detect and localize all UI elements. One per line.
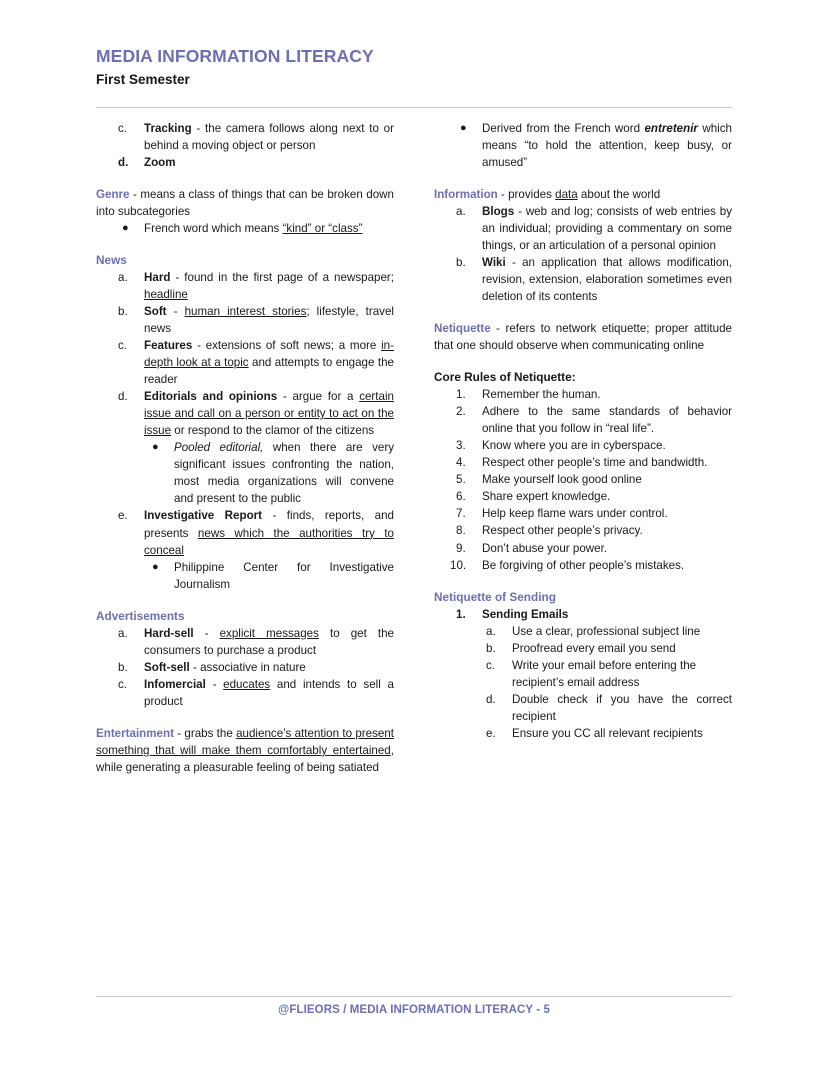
list-item (96, 439, 394, 507)
list-item (96, 154, 394, 171)
list-item (434, 522, 732, 539)
term-label: Editorials and opinions (144, 390, 278, 404)
list-marker: a. (118, 271, 128, 285)
post-text: or respond to the clamor of the citizens (171, 424, 375, 438)
post-text: ; lifestyle, travel news (144, 305, 394, 336)
entertainment-definition (96, 725, 394, 776)
page-subtitle: First Semester (96, 71, 190, 87)
separator: - (505, 255, 523, 269)
list-item-text (144, 154, 394, 171)
underlined-text: data (555, 187, 578, 201)
list-item (96, 337, 394, 388)
pre-text: provides (508, 187, 556, 201)
separator: - (497, 187, 509, 201)
list-item-text (144, 269, 394, 303)
list-marker: c. (118, 677, 128, 691)
list-item (434, 386, 732, 403)
netiquette-sending-list (434, 606, 732, 742)
list-item (96, 388, 394, 507)
definition-text: an application that allows modification, revision, extension, elaboration sometimes even deletion of its contents (482, 255, 732, 304)
list-marker: a. (486, 624, 496, 638)
camera-movement-list (96, 120, 394, 171)
list-marker: c. (486, 658, 496, 672)
list-marker: b. (456, 255, 466, 269)
term-label: Hard (144, 271, 171, 285)
list-item (434, 623, 732, 640)
list-item-text: Remember the human. (482, 388, 601, 402)
list-item (434, 725, 732, 742)
list-marker: b. (118, 305, 128, 319)
list-item (434, 505, 732, 522)
bullet-text: French word which means (144, 221, 283, 235)
list-item-text (144, 388, 394, 439)
foreign-term: entretenir (644, 121, 698, 135)
list-item (96, 120, 394, 154)
list-item (96, 676, 394, 710)
underlined-text: educates (223, 677, 271, 691)
list-marker: a. (118, 626, 128, 640)
list-marker: 4. (456, 456, 466, 470)
bullet-icon: ● (152, 560, 159, 573)
list-item-text: Proofread every email you send (512, 641, 676, 655)
information-definition (434, 186, 732, 203)
sub-bullet-list (96, 559, 394, 593)
list-marker: d. (486, 692, 496, 706)
post-text: about the world (577, 187, 661, 201)
list-item-text: Don’t abuse your power. (482, 541, 608, 555)
term-label: Infomercial (144, 677, 206, 691)
section-heading-core-rules: Core Rules of Netiquette: (434, 370, 576, 385)
separator: - (514, 204, 526, 218)
separator: - (191, 121, 206, 135)
definition-text: the camera follows along next to or behind a moving object or person (144, 121, 394, 152)
list-item (96, 659, 394, 676)
pre-text: grabs the (184, 726, 237, 740)
list-item-text: Use a clear, professional subject line (512, 624, 701, 638)
bullet-icon: ● (460, 121, 467, 134)
pre-text: Derived from the French word (482, 121, 645, 135)
list-item (434, 437, 732, 454)
separator: - (166, 305, 185, 319)
list-item-text (174, 439, 394, 507)
list-marker: a. (456, 204, 466, 218)
term-netiquette: Netiquette (434, 322, 491, 336)
genre-text: means a class of things that can be broken down into subcategories (96, 187, 394, 218)
pre-text: finds, reports, and presents (144, 509, 394, 540)
list-item-text: Make yourself look good online (482, 473, 642, 487)
italic-term: Pooled editorial, (174, 441, 264, 455)
list-marker: b. (486, 641, 496, 655)
list-item (96, 559, 394, 593)
list-marker: b. (118, 660, 128, 674)
term-label: Features (144, 339, 193, 353)
list-marker: e. (486, 726, 496, 740)
post-text: to get the consumers to purchase a product (144, 626, 394, 657)
advertisements-list (96, 625, 394, 710)
term-label: Blogs (482, 204, 515, 218)
list-item (434, 120, 732, 171)
list-marker: 1. (456, 388, 466, 402)
list-item-text: Be forgiving of other people’s mistakes. (482, 558, 685, 572)
underlined-text: audience’s attention to present something that will make them comfortably entertained (96, 726, 394, 757)
footer-divider (96, 996, 732, 997)
list-marker: 7. (456, 507, 466, 521)
list-item-text: Double check if you have the correct recipient (512, 692, 732, 723)
list-item-text: Respect other people’s privacy. (482, 524, 643, 538)
underlined-text: “kind” or “class” (282, 221, 363, 235)
separator: - (192, 339, 206, 353)
list-item-text: Share expert knowledge. (482, 490, 611, 504)
separator: - (193, 626, 220, 640)
separator: - (129, 187, 141, 201)
list-marker: c. (118, 339, 128, 353)
list-item-text: Know where you are in cyberspace. (482, 439, 666, 453)
term-label: Zoom (144, 155, 176, 169)
pre-text: associative in nature (200, 660, 306, 674)
list-marker: 3. (456, 439, 466, 453)
list-marker: e. (118, 509, 128, 523)
right-column (434, 120, 732, 776)
list-marker: d. (118, 155, 129, 169)
list-item (434, 657, 732, 691)
post-text: which means “to hold the attention, keep busy, or amused” (482, 121, 732, 169)
list-item-text (144, 120, 394, 154)
list-item-text (144, 337, 394, 388)
list-item (434, 488, 732, 505)
list-item (96, 303, 394, 337)
separator: - (189, 660, 201, 674)
separator: - (277, 390, 293, 404)
list-item-text (144, 659, 394, 676)
term-label: Soft (144, 305, 167, 319)
section-heading-news: News (96, 252, 127, 267)
list-item-text: Write your email before entering the recipient’s email address (512, 658, 697, 689)
term-label: Tracking (144, 121, 192, 135)
list-item (96, 269, 394, 303)
term-genre: Genre (96, 187, 130, 201)
left-column (96, 120, 394, 776)
underlined-text: in-depth look at a topic (144, 339, 394, 370)
list-item (96, 625, 394, 659)
post-text: and attempts to engage the reader (144, 356, 394, 387)
underlined-text: explicit messages (219, 626, 319, 640)
list-item (434, 606, 732, 742)
list-marker: 5. (456, 473, 466, 487)
list-item-text (482, 203, 732, 254)
term-label: Hard-sell (144, 626, 194, 640)
list-item (434, 640, 732, 657)
list-item-text (144, 507, 394, 558)
list-item-text: Adhere to the same standards of behavior online that you follow in “real life”. (482, 405, 732, 436)
list-item (434, 254, 732, 305)
term-information: Information (434, 187, 498, 201)
core-rules-list (434, 386, 732, 573)
section-heading-advertisements: Advertisements (96, 608, 185, 623)
bullet-icon: ● (152, 441, 159, 454)
list-item-text (144, 220, 394, 237)
news-list (96, 269, 394, 593)
netiquette-text: refers to network etiquette; proper attitude that one should observe when communicating online (434, 322, 732, 353)
underlined-text: headline (144, 288, 188, 302)
list-item-text: Ensure you CC all relevant recipients (512, 726, 703, 740)
list-item (434, 557, 732, 574)
list-marker: d. (118, 390, 128, 404)
list-marker: 6. (456, 490, 466, 504)
two-column-body (96, 120, 732, 776)
list-item (96, 507, 394, 592)
term-label: Wiki (482, 255, 506, 269)
list-item-text (144, 676, 394, 710)
header-divider (96, 107, 732, 108)
list-item-text (482, 120, 732, 171)
term-entertainment: Entertainment (96, 726, 174, 740)
sending-emails-list (434, 623, 732, 742)
list-item (434, 403, 732, 437)
entertainment-bullet-list (434, 120, 732, 171)
list-item-text (482, 254, 732, 305)
netiquette-definition (434, 320, 732, 354)
list-item (434, 471, 732, 488)
list-item-text (144, 303, 394, 337)
list-marker: 2. (456, 405, 466, 419)
list-marker: 9. (456, 541, 466, 555)
pre-text: found in the first page of a newspaper; (184, 271, 394, 285)
list-item-text: Respect other people’s time and bandwidth. (482, 456, 708, 470)
term-label: Soft-sell (144, 660, 190, 674)
separator: - (205, 677, 224, 691)
genre-bullet-list (96, 220, 394, 237)
page-title: MEDIA INFORMATION LITERACY (96, 46, 374, 66)
list-marker: 1. (456, 607, 466, 621)
page-sheet (96, 0, 732, 1071)
sub-bullet-list (96, 439, 394, 507)
definition-text: web and log; consists of web entries by an individual; providing a commentary on some things, or an articulation of a personal opinion (482, 204, 732, 252)
pre-text: extensions of soft news; a more (205, 339, 382, 353)
bullet-icon: ● (122, 221, 129, 234)
subsection-title: Sending Emails (482, 607, 569, 621)
bullet-text: when there are very significant issues confronting the nation, most media organizations will convene and present to the public (174, 441, 394, 506)
list-item-text: Philippine Center for Investigative Journalism (174, 560, 394, 591)
list-item (434, 203, 732, 254)
separator: - (490, 322, 506, 336)
underlined-text: news which the authorities try to conceal (144, 526, 394, 557)
footer-text: @FLIEORS / MEDIA INFORMATION LITERACY - 5 (278, 1004, 550, 1016)
separator: - (173, 726, 185, 740)
list-item (434, 540, 732, 557)
list-item-text (144, 625, 394, 659)
list-marker: 8. (456, 524, 466, 538)
list-marker: 10. (450, 558, 467, 572)
post-text: , while generating a pleasurable feeling of being satiated (96, 743, 394, 774)
list-marker: c. (118, 121, 128, 135)
pre-text: argue for a (292, 390, 360, 404)
term-label: Investigative Report (144, 509, 263, 523)
post-text: and intends to sell a product (144, 677, 394, 708)
list-item-text: Help keep flame wars under control. (482, 507, 668, 521)
separator: - (170, 271, 185, 285)
underlined-text: certain issue and call on a person or entity to act on the issue (144, 390, 394, 438)
underlined-text: human interest stories (184, 305, 307, 319)
list-item (434, 454, 732, 471)
separator: - (262, 509, 287, 523)
genre-definition (96, 186, 394, 220)
list-item (434, 691, 732, 725)
list-item (96, 220, 394, 237)
information-list (434, 203, 732, 305)
section-heading-netiquette-sending: Netiquette of Sending (434, 589, 556, 604)
